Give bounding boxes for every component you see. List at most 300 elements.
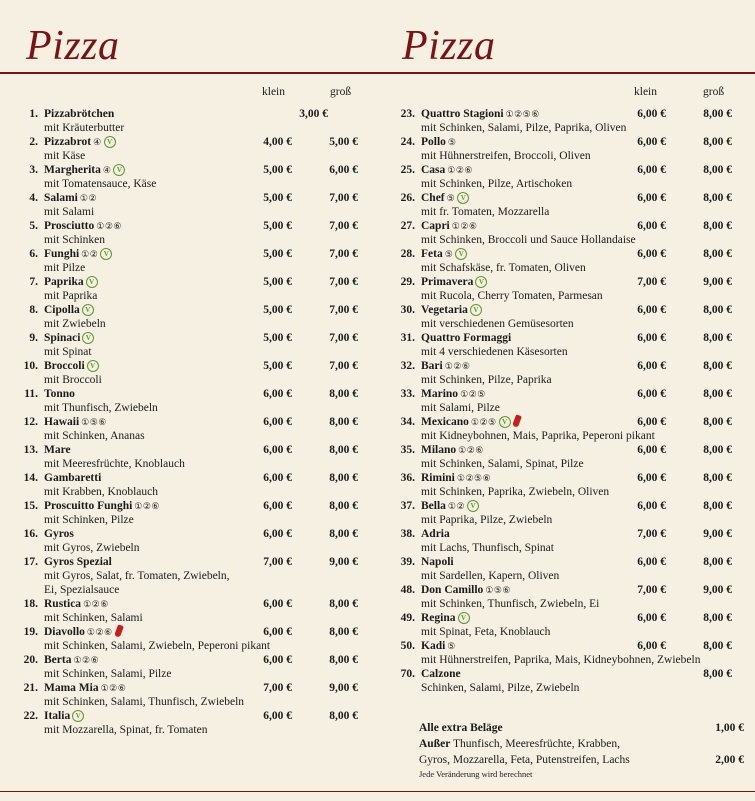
right-col-large: groß [703,86,725,98]
item-name-text: Rustica [44,598,82,610]
item-description: mit Zwiebeln [44,318,106,330]
price-small: 6,00 € [263,416,292,428]
item-description: Schinken, Salami, Pilze, Zwiebeln [421,682,580,694]
menu-item [377,415,755,443]
additive-marks: ①②⑤ [470,417,497,427]
price-large: 8,00 € [703,220,732,232]
item-name [44,555,112,569]
title-right: Pizza [402,23,496,69]
menu-item [377,527,755,555]
item-name-text: Pollo [421,136,446,148]
item-number: 27. [400,220,415,232]
item-price: 3,00 € [299,108,328,120]
item-number: 2. [29,136,38,148]
menu-item-header [0,499,378,513]
additive-marks: ①② [79,193,98,203]
item-name [421,275,487,289]
item-description: mit Schinken, Pilze, Paprika [421,374,552,386]
menu-item [0,555,378,597]
item-name [44,415,107,429]
price-large: 8,00 € [329,528,358,540]
price-large: 8,00 € [329,710,358,722]
price-large: 7,00 € [329,360,358,372]
item-name-text: Marino [421,388,459,400]
item-name-text: Calzone [421,668,461,680]
item-name [421,303,482,317]
price-large: 8,00 € [703,556,732,568]
additive-marks: ①②⑥ [444,361,471,371]
menu-item-header [0,555,378,569]
additive-marks: ①②⑥ [96,221,122,231]
price-large: 9,00 € [703,584,732,596]
menu-item [0,527,378,555]
additive-marks: ④ [93,137,102,147]
item-name-text: Broccoli [44,360,85,372]
menu-item-header [377,527,755,541]
menu-item-header [377,219,755,233]
price-small: 7,00 € [637,276,666,288]
price-small: 6,00 € [637,164,666,176]
price-small: 6,00 € [263,444,292,456]
menu-item [0,359,378,387]
item-number: 36. [400,472,415,484]
additive-marks: ①②⑥ [458,445,484,455]
item-name-text: Chef [421,192,445,204]
item-description: mit Schinken, Pilze, Artischoken [421,178,573,190]
item-name [421,527,450,541]
item-description: mit Schinken, Broccoli und Sauce Hollandaise [421,234,636,246]
menu-item-header [377,555,755,569]
price-large: 8,00 € [703,472,732,484]
item-name [44,527,74,541]
price-large: 7,00 € [329,248,358,260]
price-large: 7,00 € [329,220,358,232]
vegetarian-icon: V [104,136,116,148]
price-large: 8,00 € [329,416,358,428]
menu-item [0,625,378,653]
extras-label: Alle extra Beläge [419,722,503,734]
item-description: mit Gyros, Zwiebeln [44,542,140,554]
price-small: 6,00 € [637,640,666,652]
item-number: 5. [29,220,38,232]
item-number: 7. [29,276,38,288]
item-description: mit Schinken, Pilze [44,514,134,526]
item-name [421,163,473,177]
item-name [421,359,470,373]
menu-item-header [0,681,378,695]
item-name-text: Salami [44,192,78,204]
item-description: mit Thunfisch, Zwiebeln [44,402,158,414]
menu-item-header [0,219,378,233]
header-rule [0,72,755,74]
vegetarian-icon: V [82,332,94,344]
item-description: mit Schinken, Salami [44,612,143,624]
menu-item [377,247,755,275]
item-name-text: Bella [421,500,446,512]
item-number: 15. [23,500,38,512]
price-large: 8,00 € [703,136,732,148]
price-small: 6,00 € [263,528,292,540]
item-name [421,331,511,345]
item-description: mit Hühnerstreifen, Paprika, Mais, Kidneybohnen, Zwiebeln [421,654,701,666]
additive-marks: ①②⑤⑥ [505,109,540,119]
vegetarian-icon: V [100,248,112,260]
item-name-text: Adria [421,528,450,540]
price-small: 7,00 € [263,682,292,694]
item-name-text: Funghi [44,248,80,260]
item-name [421,191,469,205]
item-name-text: Spinaci [44,332,81,344]
price-small: 6,00 € [263,500,292,512]
price-large: 8,00 € [329,388,358,400]
menu-item [0,219,378,247]
item-number: 50. [400,640,415,652]
price-small: 6,00 € [637,220,666,232]
menu-item-header [0,709,378,723]
item-name-text: Diavollo [44,626,85,638]
item-number: 9. [29,332,38,344]
price-large: 7,00 € [329,192,358,204]
item-number: 17. [23,556,38,568]
item-name-text: Mexicano [421,416,469,428]
menu-item [0,275,378,303]
additive-marks: ①⑤⑥ [81,417,107,427]
extras-price1: 1,00 € [715,722,744,734]
item-name-text: Italia [44,710,71,722]
price-small: 6,00 € [637,332,666,344]
price-small: 5,00 € [263,304,292,316]
item-name-text: Quattro Formaggi [421,332,512,344]
item-name [44,387,75,401]
price-small: 6,00 € [637,556,666,568]
item-description: mit 4 verschiedenen Käsesorten [421,346,568,358]
extras-except-line2: Gyros, Mozzarella, Feta, Putenstreifen, Lachs [419,754,630,766]
price-small: 6,00 € [263,626,292,638]
item-number: 28. [400,248,415,260]
item-name-text: Gambaretti [44,472,102,484]
menu-item-header [0,653,378,667]
item-description: mit Spinat [44,346,92,358]
item-description: mit Meeresfrüchte, Knoblauch [44,458,185,470]
item-name-text: Paprika [44,276,84,288]
menu-item [377,219,755,247]
item-name-text: Pizzabrot [44,136,92,148]
item-description: mit Schinken, Salami, Pilze, Paprika, Oliven [421,122,627,134]
price-large: 8,00 € [703,388,732,400]
menu-item-header [0,443,378,457]
price-large: 7,00 € [329,332,358,344]
item-number: 11. [24,388,38,400]
item-number: 6. [29,248,38,260]
menu-item-header [0,359,378,373]
price-large: 5,00 € [329,136,358,148]
menu-item-header [0,415,378,429]
menu-item-header [377,191,755,205]
price-small: 5,00 € [263,220,292,232]
price-large: 8,00 € [703,444,732,456]
item-number: 16. [23,528,38,540]
extras-price2: 2,00 € [715,754,744,766]
price-small: 5,00 € [263,192,292,204]
item-name [421,499,479,513]
item-number: 35. [400,444,415,456]
menu-item [0,247,378,275]
item-number: 30. [400,304,415,316]
item-name [44,653,99,667]
price-small: 6,00 € [263,472,292,484]
item-description: mit Tomatensauce, Käse [44,178,157,190]
menu-item [377,387,755,415]
vegetarian-icon: V [86,276,98,288]
title-left: Pizza [26,23,120,69]
menu-item-header [0,275,378,289]
price-large: 8,00 € [703,332,732,344]
menu-item-header [377,387,755,401]
additive-marks: ⑤ [444,249,454,259]
item-number: 1. [29,108,38,120]
price-large: 7,00 € [329,276,358,288]
price-large: 8,00 € [329,500,358,512]
item-name-text: Casa [421,164,446,176]
menu-item [377,135,755,163]
menu-item [0,709,378,737]
vegetarian-icon: V [82,304,94,316]
menu-item [377,639,755,667]
price-small: 6,00 € [637,472,666,484]
menu-item [377,555,755,583]
item-name [421,415,520,429]
additive-marks: ①②⑤ [460,389,486,399]
item-name-text: Prosciutto [44,220,95,232]
menu-item-header [0,107,378,121]
price-large: 9,00 € [703,528,732,540]
price-small: 6,00 € [637,612,666,624]
price-large: 8,00 € [703,500,732,512]
item-description: Ei, Spezialsauce [44,584,120,596]
menu-item [377,191,755,219]
item-number: 18. [23,598,38,610]
item-name [421,135,457,149]
menu-item-header [377,331,755,345]
menu-item-header [377,247,755,261]
item-description: mit Schinken, Ananas [44,430,145,442]
item-description: mit verschiedenen Gemüsesorten [421,318,574,330]
price-large: 8,00 € [703,668,732,680]
item-number: 37. [400,500,415,512]
vegetarian-icon: V [455,248,467,260]
item-description: mit Mozzarella, Spinat, fr. Tomaten [44,724,208,736]
menu-item [0,163,378,191]
item-description: mit Krabben, Knoblauch [44,486,159,498]
vegetarian-icon: V [499,416,511,428]
menu-item [0,499,378,527]
additive-marks: ⑤ [447,641,456,651]
item-number: 31. [400,332,415,344]
price-large: 8,00 € [703,192,732,204]
price-large: 8,00 € [329,626,358,638]
item-name-text: Mare [44,444,71,456]
additive-marks: ①② [81,249,99,259]
menu-item-header [377,107,755,121]
price-large: 8,00 € [703,248,732,260]
menu-item [377,107,755,135]
menu-item [377,611,755,639]
item-description: mit Schinken, Paprika, Zwiebeln, Oliven [421,486,610,498]
item-number: 33. [400,388,415,400]
menu-item [0,387,378,415]
price-small: 6,00 € [263,654,292,666]
item-number: 19. [23,626,38,638]
price-large: 8,00 € [703,108,732,120]
item-name-text: Pizzabrötchen [44,108,115,120]
menu-item [0,415,378,443]
left-menu-list [0,107,378,737]
price-large: 9,00 € [329,556,358,568]
price-small: 5,00 € [263,164,292,176]
item-name [44,107,114,121]
item-name [44,331,94,345]
item-name-text: Regina [421,612,456,624]
item-name [421,107,540,121]
menu-item [377,583,755,611]
price-large: 6,00 € [329,164,358,176]
vegetarian-icon: V [467,500,479,512]
vegetarian-icon: V [475,276,487,288]
additive-marks: ①②⑤⑥ [456,473,492,483]
menu-item [377,275,755,303]
right-menu-list [377,107,755,695]
extras-block [419,720,744,780]
item-description: mit Hühnerstreifen, Broccoli, Oliven [421,150,591,162]
left-col-large: groß [330,86,352,98]
item-description: mit Kidneybohnen, Mais, Paprika, Peperoni pikant [421,430,655,442]
item-description: mit Kräuterbutter [44,122,125,134]
menu-item-header [0,303,378,317]
menu-item-header [377,135,755,149]
item-description: mit Schinken, Salami, Zwiebeln, Peperoni pikant [44,640,271,652]
item-description: mit Schafskäse, fr. Tomaten, Oliven [421,262,586,274]
price-small: 5,00 € [263,360,292,372]
menu-item [0,191,378,219]
price-large: 8,00 € [329,598,358,610]
price-large: 8,00 € [703,640,732,652]
item-name [44,597,109,611]
item-name-text: Don Camillo [421,584,484,596]
item-number: 13. [23,444,38,456]
item-description: mit Paprika [44,290,98,302]
item-number: 4. [29,192,38,204]
additive-marks: ①⑤⑥ [485,585,512,595]
item-number: 3. [29,164,38,176]
menu-item [377,443,755,471]
item-name [421,555,454,569]
additive-marks: ⑤ [446,193,456,203]
menu-item-header [0,163,378,177]
price-large: 8,00 € [703,360,732,372]
item-number: 29. [400,276,415,288]
additive-marks: ⑤ [447,137,457,147]
menu-item [0,443,378,471]
menu-item-header [0,625,378,639]
extras-except-bold: Außer [419,738,451,750]
item-name-text: Primavera [421,276,474,288]
item-number: 8. [29,304,38,316]
item-name [44,709,84,723]
item-name [44,247,112,261]
price-small: 6,00 € [637,388,666,400]
menu-item-header [377,359,755,373]
price-large: 8,00 € [703,612,732,624]
menu-item [0,597,378,625]
item-name-text: Rimini [421,472,455,484]
item-name [44,443,71,457]
item-name [44,359,99,373]
additive-marks: ①②⑥ [83,599,109,609]
price-small: 6,00 € [637,500,666,512]
item-name-text: Berta [44,654,72,666]
item-number: 21. [23,682,38,694]
menu-item [0,107,378,135]
footer-rule [0,791,755,792]
item-name [44,625,122,639]
menu-item-header [377,443,755,457]
price-small: 6,00 € [637,248,666,260]
extras-except-line1: Thunfisch, Meeresfrüchte, Krabben, [450,738,620,750]
item-description: mit Rucola, Cherry Tomaten, Parmesan [421,290,603,302]
menu-item-header [377,611,755,625]
vegetarian-icon: V [87,360,99,372]
price-large: 9,00 € [329,682,358,694]
additive-marks: ①②⑥ [134,501,161,511]
item-description: mit Schinken, Salami, Thunfisch, Zwiebeln [44,696,245,708]
price-small: 6,00 € [637,360,666,372]
menu-item [377,163,755,191]
item-name-text: Capri [421,220,450,232]
item-description: mit Sardellen, Kapern, Oliven [421,570,560,582]
item-description: mit Käse [44,150,86,162]
menu-item [0,303,378,331]
menu-item [377,331,755,359]
left-col-small: klein [262,86,285,98]
item-name [421,247,467,261]
price-small: 7,00 € [263,556,292,568]
item-number: 34. [400,416,415,428]
item-name-text: Proscuitto Funghi [44,500,133,512]
item-name-text: Hawaii [44,416,80,428]
item-number: 12. [23,416,38,428]
item-number: 49. [400,612,415,624]
item-name-text: Tonno [44,388,75,400]
price-small: 5,00 € [263,248,292,260]
item-number: 10. [23,360,38,372]
menu-item [377,667,755,695]
item-name-text: Gyros Spezial [44,556,112,568]
menu-item-header [0,597,378,611]
item-name [421,583,511,597]
price-large: 9,00 € [703,276,732,288]
item-name [44,135,116,149]
item-name [421,667,461,681]
menu-item-header [377,303,755,317]
additive-marks: ①②⑥ [73,655,100,665]
item-description: mit Salami [44,206,95,218]
menu-item [0,653,378,681]
item-number: 23. [400,108,415,120]
item-name [421,443,484,457]
item-description: mit Schinken, Thunfisch, Zwiebeln, Ei [421,598,600,610]
menu-item [0,331,378,359]
menu-item [377,359,755,387]
